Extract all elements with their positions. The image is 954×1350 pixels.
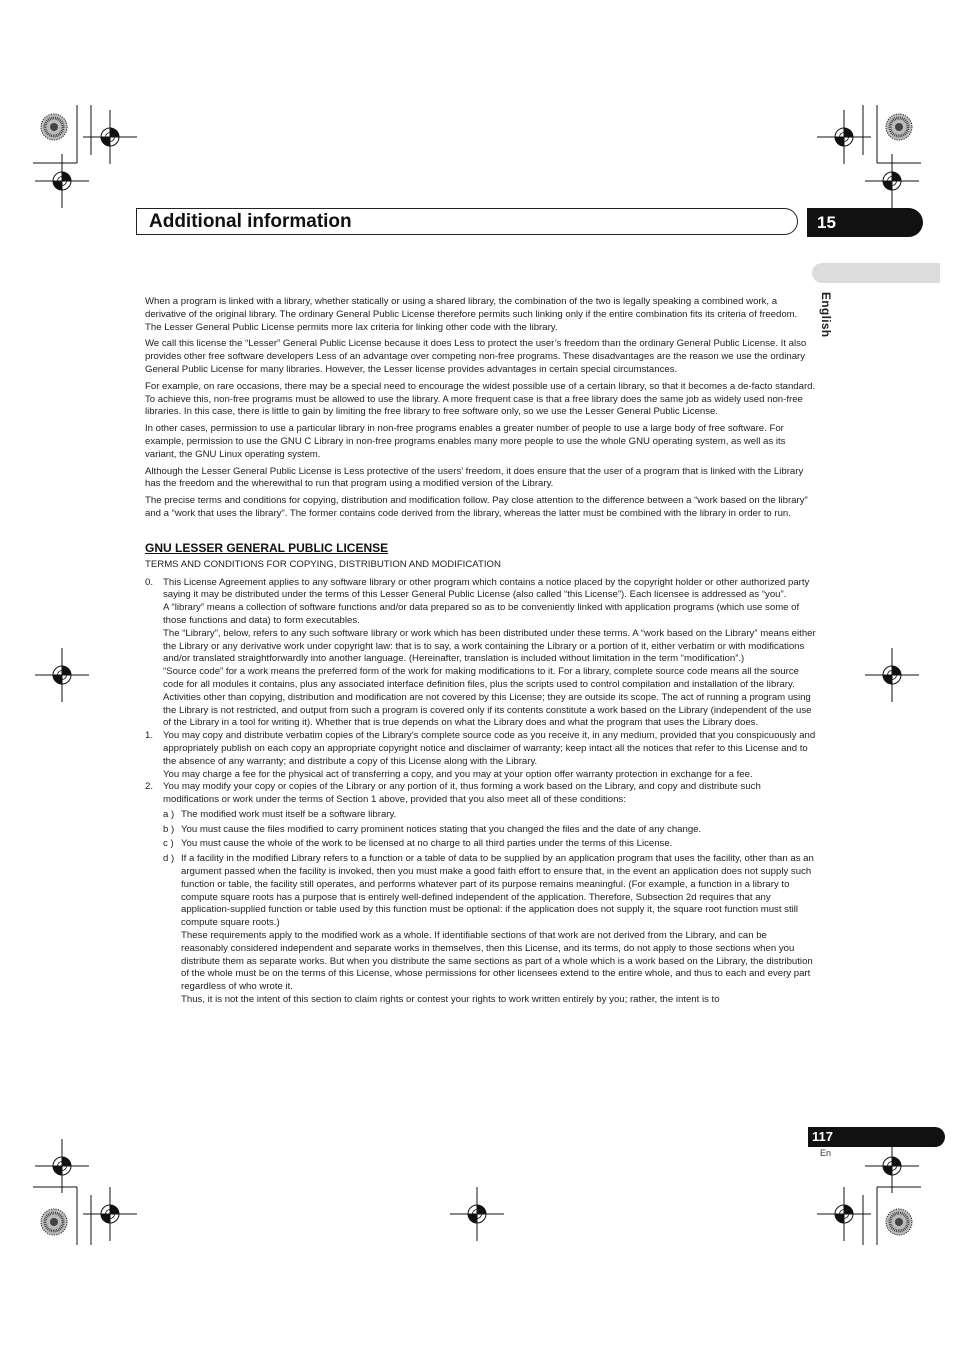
item-paragraph: A “library” means a collection of software functions and/or data prepared so as to be conveniently linked with application programs (which use some of those functions and data) to form executables. [163, 602, 800, 626]
intro-paragraph: Although the Lesser General Public License is Less protective of the users’ freedom, it does ensure that the user of a program that is linked with the Library has the freedom and the wherewithal to run that program using a modified version of the Library. [145, 465, 804, 490]
license-text [145, 296, 816, 1009]
sub-item [163, 824, 816, 837]
sub-item [163, 853, 816, 1007]
intro-paragraph: In other cases, permission to use a particular library in non-free programs enables a greater number of people to use a large body of free software. For example, permission to use the GNU C Library in non-free programs enables many more people to use the whole GNU operating system, as well as its variant, the GNU Linux operating system. [145, 423, 786, 460]
item-paragraph: The “Library”, below, refers to any such software library or work which has been distributed under these terms. A “work based on the Library” means either the Library or any derivative work under copyright law: that is to say, a work containing the Library or a portion of it, either verbatim or with modifications and/or translated straightforwardly into another language. (Hereinafter, translation is included without limitation in the term “modification”.) [163, 627, 816, 665]
item-paragraph: Activities other than copying, distribution and modification are not covered by this License; they are outside its scope. The act of running a program using the Library is not restricted, and output from such a program is covered only if its contents constitute a work based on the Library (independent of the use of the Library in a tool for writing it). Whether that is true depends on what the Library does and what the program that uses the Library does. [163, 691, 812, 729]
sub-item-text: You must cause the whole of the work to be licensed at no charge to all third parties under the terms of this License. [181, 838, 673, 850]
intro-paragraph: For example, on rare occasions, there may be a special need to encourage the widest possible use of a certain library, so that it becomes a de-facto standard. To achieve this, non-free programs must be allowed to use the library. A more frequent case is that a free library does the same job as widely used non-free libraries. In this case, there is little to gain by limiting the free library to free software only, so we use the Lesser General Public License. [145, 380, 816, 418]
sub-item-letter: a ) [163, 808, 175, 820]
list-item [145, 781, 816, 1009]
sub-item-text: These requirements apply to the modified work as a whole. If identifiable sections of that work are not derived from the Library, and can be reasonably considered independent and separate works in themselves, then this License, and its terms, do not apply to those sections when you distribute them as separate works. But when you distribute the same sections as part of a whole which is a work based on the Library, the distribution of the whole must be on the terms of this License, whose permissions for other licensees extend to the entire whole, and thus to each and every part regardless of who wrote it. [181, 930, 813, 993]
item-paragraph: “Source code” for a work means the preferred form of the work for making modifications to it. For a library, complete source code means all the source code for all modules it contains, plus any associated interface definition files, plus the scripts used to control compilation and installation of the library. [163, 666, 799, 690]
sub-item [163, 809, 816, 822]
sub-item-text: The modified work must itself be a software library. [181, 808, 397, 820]
item-number: 1. [145, 730, 154, 742]
sub-item-text: If a facility in the modified Library refers to a function or a table of data to be supplied by an application program that uses the facility, other than as an argument passed when the facility is invoked, then you must make a good faith effort to ensure that, in the event an application does not supply such function or table, the facility still operates, and performs whatever part of its purpose remains meaningful. (For example, a function in a library to compute square roots has a purpose that is entirely well-defined independent of the application. Therefore, Subsection 2d requires that any application-supplied function or table used by this function must be optional: if the application does not supply it, the square root function must still compute square roots.) [181, 853, 814, 929]
section-heading: GNU LESSER GENERAL PUBLIC LICENSE [145, 540, 389, 555]
sub-item-letter: c ) [163, 838, 174, 850]
item-paragraph: You may modify your copy or copies of the Library or any portion of it, thus forming a work based on the Library, and copy and distribute such modifications or work under the terms of Section 1 above, provided that you also meet all of these conditions: [163, 781, 761, 806]
intro-paragraph: When a program is linked with a library, whether statically or using a shared library, the combination of the two is legally speaking a combined work, a derivative of the original library. The ordinary General Public License therefore permits such linking only if the entire combination fits its criteria of freedom. The Lesser General Public License permits more lax criteria for linking other code with the library. [145, 296, 798, 333]
language-label: English [819, 292, 833, 338]
list-item [145, 730, 816, 781]
section-subheading: TERMS AND CONDITIONS FOR COPYING, DISTRIBUTION AND MODIFICATION [145, 558, 501, 570]
list-item [145, 577, 816, 731]
chapter-number-badge: 15 [807, 208, 923, 237]
sub-item-letter: d ) [163, 853, 175, 865]
sub-item [163, 838, 816, 851]
intro-paragraph: The precise terms and conditions for copying, distribution and modification follow. Pay close attention to the difference between a “work based on the library” and a “work that uses the library”. The former contains code derived from the library, whereas the latter must be combined with the library in order to run. [145, 495, 808, 519]
item-paragraph: This License Agreement applies to any software library or other program which contains a notice placed by the copyright holder or other authorized party saying it may be distributed under the terms of this Lesser General Public License (also called “this License”). Each licensee is addressed as “you”. [163, 576, 810, 601]
language-tab [812, 263, 940, 283]
item-number: 2. [145, 781, 154, 793]
page-language-code: En [820, 1148, 832, 1158]
item-number: 0. [145, 576, 154, 588]
sub-item-text: Thus, it is not the intent of this section to claim rights or contest your rights to work written entirely by you; rather, the intent is to [181, 994, 720, 1006]
page-number-badge: 117 [808, 1127, 945, 1147]
intro-paragraph: We call this license the “Lesser” General Public License because it does Less to protect the user’s freedom than the ordinary General Public License. It also provides other free software developers Less of an advantage over competing non-free programs. These disadvantages are the reason we use the ordinary General Public License for many libraries. However, the Lesser license provides advantages in certain special circumstances. [145, 338, 807, 375]
page-title: Additional information [149, 211, 352, 232]
sub-item-letter: b ) [163, 823, 175, 835]
sub-item-text: You must cause the files modified to carry prominent notices stating that you changed the files and the date of any change. [181, 823, 702, 835]
item-paragraph: You may copy and distribute verbatim copies of the Library’s complete source code as you receive it, in any medium, provided that you conspicuously and appropriately publish on each copy an appropriate copyright notice and disclaimer of warranty; keep intact all the notices that refer to this License and to the absence of any warranty; and distribute a copy of this License along with the Library. [163, 730, 816, 767]
item-paragraph: You may charge a fee for the physical act of transferring a copy, and you may at your option offer warranty protection in exchange for a fee. [163, 768, 753, 780]
